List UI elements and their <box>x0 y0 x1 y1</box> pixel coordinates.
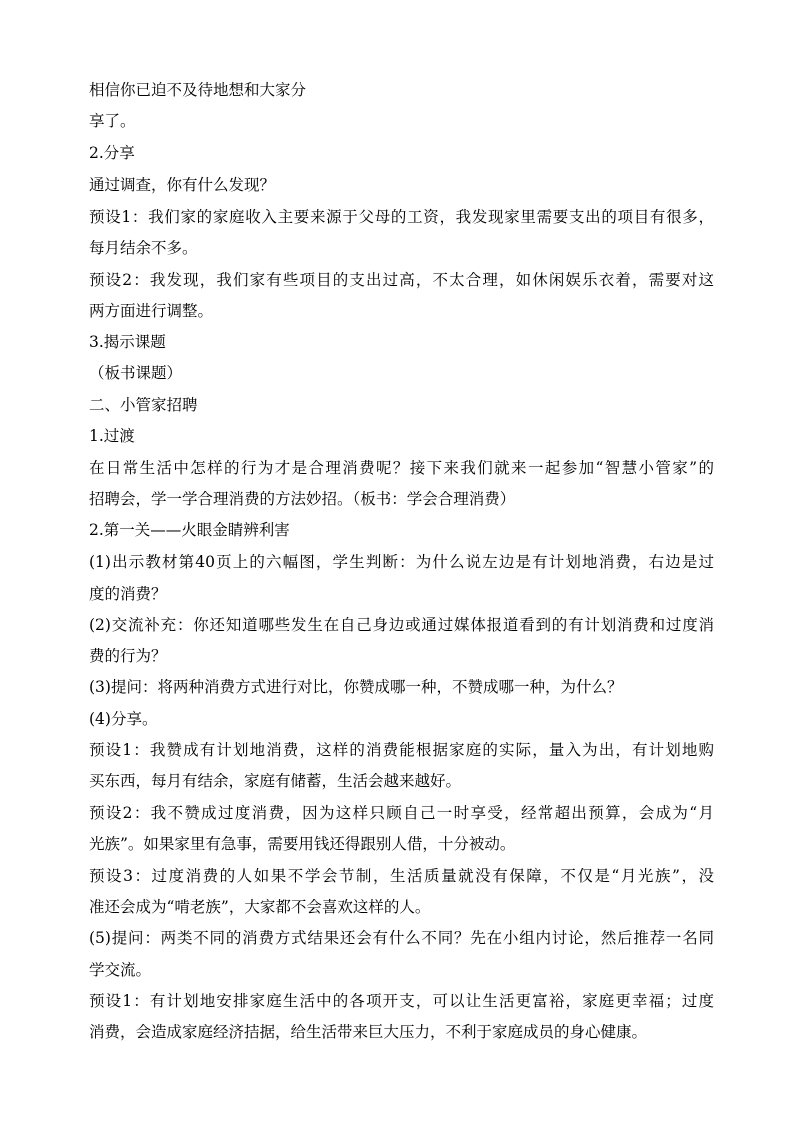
text-line: 预设1：我们家的家庭收入主要来源于父母的工资，我发现家里需要支出的项目有很多， <box>89 208 714 226</box>
section-heading: 3.揭示课题 <box>89 333 166 351</box>
text-line: (4)分享。 <box>89 710 158 728</box>
section-heading: 2.第一关——火眼金睛辨利害 <box>89 521 290 539</box>
text-line: 招聘会，学一学合理消费的方法妙招。（板书：学会合理消费） <box>89 490 516 508</box>
text-line: 度的消费？ <box>89 585 167 603</box>
text-line: 预设2：我发现，我们家有些项目的支出过高，不太合理，如休闲娱乐衣着，需要对这 <box>89 271 714 289</box>
text-line: 光族”。如果家里有急事，需要用钱还得跟别人借，十分被动。 <box>89 835 516 853</box>
text-line: 享了。 <box>89 112 136 130</box>
section-heading: 1.过渡 <box>89 427 135 445</box>
text-line: 预设1：我赞成有计划地消费，这样的消费能根据家庭的实际，量入为出，有计划地购 <box>89 741 714 759</box>
text-line: 预设1：有计划地安排家庭生活中的各项开支，可以让生活更富裕，家庭更幸福；过度 <box>89 992 714 1010</box>
text-line: 学交流。 <box>89 961 152 979</box>
text-line: 消费，会造成家庭经济拮据，给生活带来巨大压力，不利于家庭成员的身心健康。 <box>89 1023 648 1041</box>
text-line: (5)提问：两类不同的消费方式结果还会有什么不同？先在小组内讨论，然后推荐一名同 <box>89 929 714 947</box>
text-line: 通过调查，你有什么发现？ <box>89 176 276 194</box>
text-line: (1)出示教材第40页上的六幅图，学生判断：为什么说左边是有计划地消费，右边是过 <box>89 553 714 571</box>
text-line: 准还会成为“啃老族”，大家都不会喜欢这样的人。 <box>89 898 431 916</box>
text-line: 预设3：过度消费的人如果不学会节制，生活质量就没有保障，不仅是“月光族”，没 <box>89 867 714 885</box>
text-line: 预设2：我不赞成过度消费，因为这样只顾自己一时享受，经常超出预算，会成为“月 <box>89 804 714 822</box>
text-line: (2)交流补充：你还知道哪些发生在自己身边或通过媒体报道看到的有计划消费和过度消 <box>89 616 714 634</box>
text-line: 费的行为？ <box>89 647 167 665</box>
text-line: （板书课题） <box>89 364 183 382</box>
text-line: 在日常生活中怎样的行为才是合理消费呢？接下来我们就来一起参加“智慧小管家”的 <box>89 459 714 477</box>
text-line: 买东西，每月有结余，家庭有储蓄，生活会越来越好。 <box>89 772 462 790</box>
text-line: 两方面进行调整。 <box>89 302 214 320</box>
text-line: (3)提问：将两种消费方式进行对比，你赞成哪一种，不赞成哪一种，为什么？ <box>89 678 623 696</box>
section-heading: 二、小管家招聘 <box>89 396 198 414</box>
section-heading: 2.分享 <box>89 144 135 162</box>
text-line: 每月结余不多。 <box>89 239 198 257</box>
text-line: 相信你已迫不及待地想和大家分 <box>89 81 307 99</box>
